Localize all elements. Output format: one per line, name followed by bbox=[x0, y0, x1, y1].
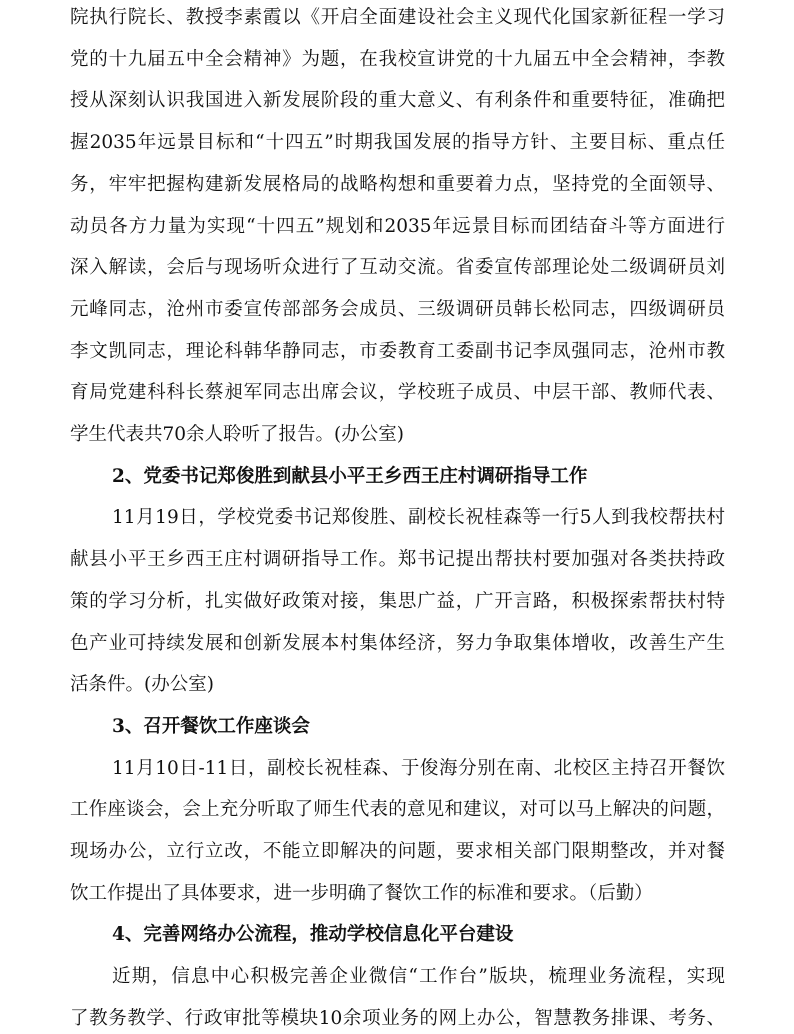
paragraph-line: 策的学习分析，扎实做好政策对接，集思广益，广开言路，积极探索帮扶村特 bbox=[70, 590, 725, 612]
paragraph-line: 握2035年远景目标和“十四五”时期我国发展的指导方针、主要目标、重点任 bbox=[70, 132, 725, 154]
paragraph-line: 了教务教学、行政审批等模块10余项业务的网上办公，智慧教务排课、考务、 bbox=[70, 1007, 725, 1029]
paragraph-line: 现场办公，立行立改，不能立即解决的问题，要求相关部门限期整改，并对餐 bbox=[70, 841, 725, 862]
paragraph-line: 育局党建科科长蔡昶军同志出席会议，学校班子成员、中层干部、教师代表、 bbox=[70, 382, 725, 404]
section-heading: 3、召开餐饮工作座谈会 bbox=[112, 715, 310, 737]
section-heading: 2、党委书记郑俊胜到献县小平王乡西王庄村调研指导工作 bbox=[112, 465, 588, 487]
paragraph-line: 李文凯同志，理论科韩华静同志，市委教育工委副书记李凤强同志，沧州市教 bbox=[70, 340, 725, 362]
paragraph-line: 近期，信息中心积极完善企业微信“工作台”版块，梳理业务流程，实现 bbox=[112, 966, 725, 988]
paragraph-line: 授从深刻认识我国进入新发展阶段的重大意义、有利条件和重要特征，准确把 bbox=[70, 90, 725, 112]
paragraph-line: 工作座谈会，会上充分听取了师生代表的意见和建议，对可以马上解决的问题， bbox=[70, 799, 725, 821]
paragraph-line: 党的十九届五中全会精神》为题，在我校宣讲党的十九届五中全会精神，李教 bbox=[70, 48, 725, 70]
section-heading: 4、完善网络办公流程，推动学校信息化平台建设 bbox=[112, 924, 514, 946]
paragraph-line: 深入解读，会后与现场听众进行了互动交流。省委宣传部理论处二级调研员刘 bbox=[70, 257, 725, 279]
paragraph-line: 务，牢牢把握构建新发展格局的战略构想和重要着力点，坚持党的全面领导、 bbox=[70, 173, 725, 195]
paragraph-line: 11月19日，学校党委书记郑俊胜、副校长祝桂森等一行5人到我校帮扶村 bbox=[112, 507, 725, 529]
paragraph-line: 活条件。(办公室) bbox=[70, 674, 214, 696]
paragraph-line: 学生代表共70余人聆听了报告。(办公室) bbox=[70, 424, 404, 445]
paragraph-line: 饮工作提出了具体要求，进一步明确了餐饮工作的标准和要求。（后勤） bbox=[70, 882, 653, 904]
paragraph-line: 11月10日-11日，副校长祝桂森、于俊海分别在南、北校区主持召开餐饮 bbox=[112, 757, 725, 779]
paragraph-line: 动员各方力量为实现“十四五”规划和2035年远景目标而团结奋斗等方面进行 bbox=[70, 215, 725, 237]
paragraph-line: 元峰同志，沧州市委宣传部部务会成员、三级调研员韩长松同志，四级调研员 bbox=[70, 298, 725, 320]
paragraph-line: 色产业可持续发展和创新发展本村集体经济，努力争取集体增收，改善生产生 bbox=[70, 632, 725, 654]
paragraph-line: 院执行院长、教授李素霞以《开启全面建设社会主义现代化国家新征程一学习 bbox=[70, 7, 725, 28]
paragraph-line: 献县小平王乡西王庄村调研指导工作。郑书记提出帮扶村要加强对各类扶持政 bbox=[70, 549, 725, 571]
